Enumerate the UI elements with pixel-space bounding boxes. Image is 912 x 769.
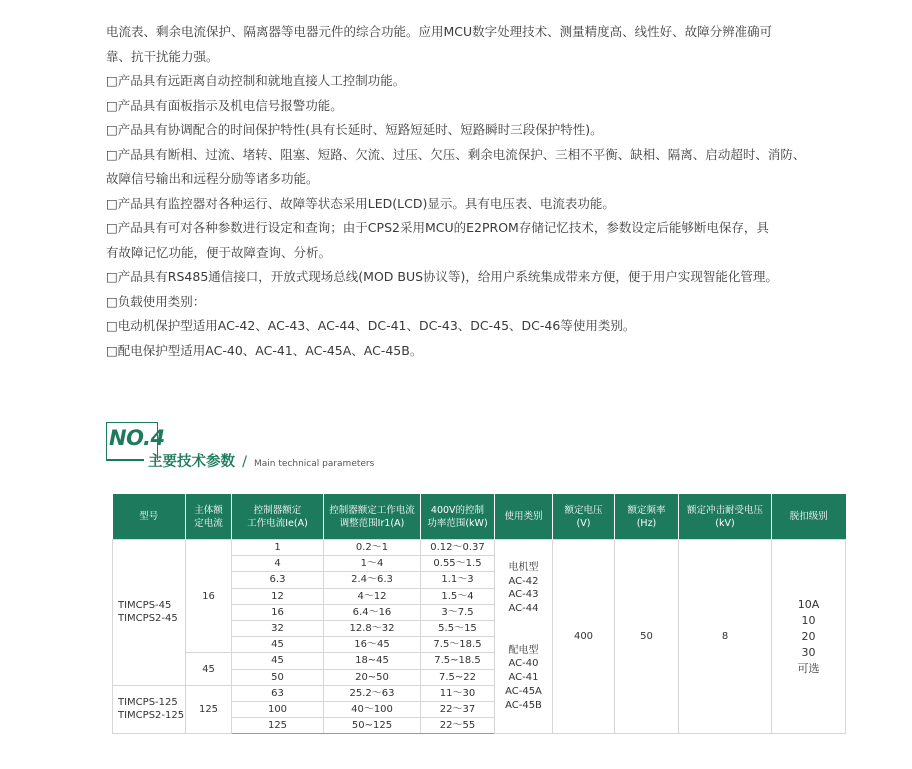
power-cell: 1.5～4 [421, 588, 495, 604]
rated-voltage: 400 [553, 540, 615, 734]
range-cell: 20~50 [324, 669, 421, 685]
range-cell: 40～100 [324, 701, 421, 717]
ie-cell: 45 [232, 653, 324, 669]
section-heading [106, 422, 406, 472]
ie-cell: 50 [232, 669, 324, 685]
frame-current-125: 125 [186, 685, 232, 734]
table-row [113, 540, 846, 556]
header-rated-current: 控制器额定 工作电流Ie(A) [232, 494, 324, 540]
section-number: NO.4 [109, 426, 165, 450]
intro-line: 靠、抗干扰能力强。 [106, 48, 219, 64]
ie-cell: 45 [232, 637, 324, 653]
model-group-125: TIMCPS-125 TIMCPS2-125 [113, 685, 186, 734]
header-frame-current: 主体额 定电流 [186, 494, 232, 540]
ie-cell: 16 [232, 604, 324, 620]
range-cell: 25.2～63 [324, 685, 421, 701]
ie-cell: 6.3 [232, 572, 324, 588]
intro-line: □产品具有远距离自动控制和就地直接人工控制功能。 [106, 73, 406, 88]
power-cell: 3～7.5 [421, 604, 495, 620]
ie-cell: 100 [232, 701, 324, 717]
impulse-voltage: 8 [679, 540, 772, 734]
header-setting-range: 控制器额定工作电流 调整范围Ir1(A) [324, 494, 421, 540]
rated-frequency: 50 [615, 540, 679, 734]
intro-line: 电流表、剩余电流保护、隔离器等电器元件的综合功能。应用MCU数字处理技术、测量精度高、线性好、故障分辨准确可 [106, 24, 773, 39]
ie-cell: 32 [232, 620, 324, 636]
header-voltage: 额定电压 (V) [553, 494, 615, 540]
intro-line: □产品具有监控器对各种运行、故障等状态采用LED(LCD)显示。具有电压表、电流表功能。 [106, 195, 615, 211]
table-header-row [113, 494, 846, 540]
power-cell: 7.5～18.5 [421, 637, 495, 653]
usage-category: 电机型 AC-42 AC-43 AC-44 配电型 AC-40 AC-41 AC-45A AC-45B [495, 540, 553, 734]
technical-parameters-table [112, 494, 846, 734]
power-cell: 5.5～15 [421, 620, 495, 636]
title-separator: / [242, 454, 247, 470]
intro-line: □产品具有面板指示及机电信号报警功能。 [106, 97, 343, 113]
intro-line: □配电保护型适用AC-40、AC-41、AC-45A、AC-45B。 [106, 342, 423, 358]
range-cell: 16～45 [324, 637, 421, 653]
header-category: 使用类别 [495, 494, 553, 540]
intro-line: □产品具有断相、过流、堵转、阻塞、短路、欠流、过压、欠压、剩余电流保护、三相不平衡、缺相、隔离、启动超时、消防、 [106, 146, 806, 162]
header-trip-class: 脱扣级别 [772, 494, 846, 540]
header-model: 型号 [113, 494, 186, 540]
range-cell: 4～12 [324, 588, 421, 604]
section-title-en: Main technical parameters [254, 459, 375, 469]
intro-line: □产品具有RS485通信接口，开放式现场总线(MOD BUS协议等)，给用户系统集成带来方便，便于用户实现智能化管理。 [106, 269, 778, 284]
frame-current-16: 16 [186, 540, 232, 653]
ie-cell: 1 [232, 540, 324, 556]
range-cell: 0.2～1 [324, 540, 421, 556]
intro-line: □产品具有协调配合的时间保护特性(具有长延时、短路短延时、短路瞬时三段保护特性)。 [106, 122, 603, 137]
power-cell: 7.5~22 [421, 669, 495, 685]
range-cell: 18~45 [324, 653, 421, 669]
model-group-45: TIMCPS-45 TIMCPS2-45 [113, 540, 186, 686]
ie-cell: 63 [232, 685, 324, 701]
intro-line: □负载使用类别： [106, 293, 206, 309]
power-cell: 11～30 [421, 685, 495, 701]
intro-text [106, 20, 856, 363]
intro-line: 故障信号输出和远程分励等诸多功能。 [106, 171, 319, 186]
power-cell: 1.1～3 [421, 572, 495, 588]
section-title-cn: 主要技术参数 [148, 454, 235, 470]
heading-rule [106, 459, 144, 461]
header-frequency: 额定频率 (Hz) [615, 494, 679, 540]
frame-current-45: 45 [186, 653, 232, 685]
power-cell: 0.12～0.37 [421, 540, 495, 556]
intro-line: □电动机保护型适用AC-42、AC-43、AC-44、DC-41、DC-43、DC-45、DC-46等使用类别。 [106, 318, 636, 333]
section-title [148, 450, 374, 471]
intro-line: 有故障记忆功能，便于故障查询、分析。 [106, 244, 332, 260]
range-cell: 12.8～32 [324, 620, 421, 636]
power-cell: 22～37 [421, 701, 495, 717]
ie-cell: 12 [232, 588, 324, 604]
header-power-range: 400V的控制 功率范围(kW) [421, 494, 495, 540]
power-cell: 0.55～1.5 [421, 556, 495, 572]
trip-class: 10A 10 20 30 可选 [772, 540, 846, 734]
header-impulse-voltage: 额定冲击耐受电压 (kV) [679, 494, 772, 540]
ie-cell: 4 [232, 556, 324, 572]
range-cell: 50~125 [324, 718, 421, 734]
intro-line: □产品具有可对各种参数进行设定和查询；由于CPS2采用MCU的E2PROM存储记忆技术，参数设定后能够断电保存，具 [106, 220, 769, 235]
range-cell: 2.4～6.3 [324, 572, 421, 588]
power-cell: 22～55 [421, 718, 495, 734]
range-cell: 1～4 [324, 556, 421, 572]
ie-cell: 125 [232, 718, 324, 734]
range-cell: 6.4～16 [324, 604, 421, 620]
power-cell: 7.5~18.5 [421, 653, 495, 669]
